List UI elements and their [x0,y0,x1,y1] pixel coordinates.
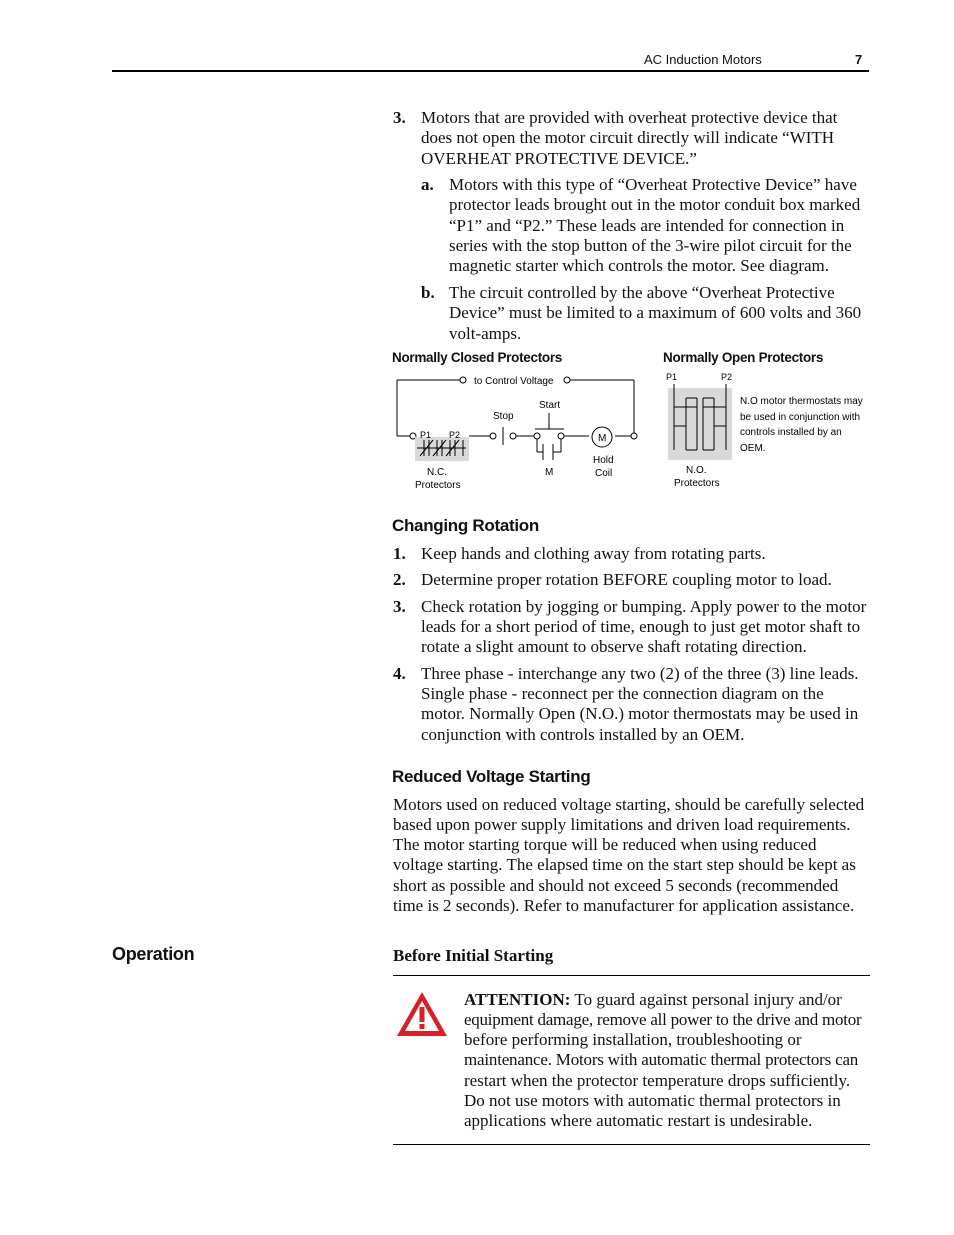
no-p1-label: P1 [666,372,678,382]
warning-icon [395,990,449,1038]
list-item-number: 1. [393,544,406,563]
no-note-line: controls installed by an [740,427,842,438]
control-voltage-label: to Control Voltage [474,376,554,387]
header-rule [112,70,869,72]
body-line: The motor starting torque will be reduced when using reduced [393,835,817,854]
attention-top-rule [393,975,870,976]
no-p2-label: P2 [721,372,733,382]
list-item-line: Determine proper rotation BEFORE coupling motor to load. [421,570,832,589]
wiring-diagram [380,365,880,500]
contact-m-label: M [545,467,554,478]
page-number: 7 [855,52,863,67]
no-note-line: OEM. [740,443,766,454]
p1-label: P1 [420,430,432,440]
attention-bottom-rule [393,1144,870,1145]
no-protectors-label: Protectors [674,478,720,489]
subitem-label: a. [421,175,434,194]
attention-line: equipment damage, remove all power to the drive and motor [464,1010,862,1029]
list-item-line: motor. Normally Open (N.O.) motor thermostats may be used in [421,704,859,723]
stop-label: Stop [493,411,514,422]
list-item-line: Check rotation by jogging or bumping. Apply power to the motor [421,597,867,616]
attention-label: ATTENTION: [464,990,571,1009]
body-line: short as possible and should not exceed 5 seconds (recommended [393,876,839,895]
item-number: 3. [393,108,406,127]
attention-line: Do not use motors with automatic thermal protectors in [464,1091,841,1110]
nc-protectors-label: Protectors [415,480,461,491]
no-protectors-shading [668,388,732,460]
body-line: time is 2 seconds). Refer to manufacturer for application assistance. [393,896,855,915]
no-protectors-label: N.O. [686,465,707,476]
hold-label: Hold [593,455,614,466]
item-text: Motors that are provided with overheat protective device that does not open the motor circuit directly will indicate “WITH OVERHEAT PROTECTIVE DEVICE.” [421,108,838,168]
section-heading: Reduced Voltage Starting [392,767,591,786]
list-item-line: Single phase - reconnect per the connection diagram on the [421,684,824,703]
list-item-number: 2. [393,570,406,589]
no-note-line: N.O motor thermostats may [740,396,863,407]
attention-line: before performing installation, troubleshooting or [464,1030,802,1049]
p2-label: P2 [449,430,461,440]
list-item-line: rotate a slight amount to observe shaft rotating direction. [421,637,807,656]
body-line: Motors used on reduced voltage starting, should be carefully selected [393,795,865,814]
attention-line: applications where automatic restart is undesirable. [464,1111,813,1130]
coil-label: Coil [595,468,613,479]
attention-text: To guard against personal injury and/or [574,990,842,1009]
attention-line: maintenance. Motors with automatic thermal protectors can [464,1050,859,1069]
coil-m-label: M [598,433,607,444]
list-item-number: 3. [393,597,406,616]
subitem-text: The circuit controlled by the above “Overheat Protective Device” must be limited to a maximum of 600 volts and 360 volt-amps. [449,283,862,343]
body-line: based upon power supply limitations and driven load requirements. [393,815,851,834]
nc-protectors-label: N.C. [427,467,447,478]
no-diagram-title: Normally Open Protectors [663,350,824,365]
list-item-line: Keep hands and clothing away from rotating parts. [421,544,766,563]
no-note-line: be used in conjunction with [740,412,861,423]
start-label: Start [539,400,561,411]
subitem-label: b. [421,283,435,302]
attention-line: restart when the protector temperature drops sufficiently. [464,1071,851,1090]
operation-heading: Operation [112,944,195,964]
section-heading: Changing Rotation [392,516,539,535]
subitem-text: Motors with this type of “Overheat Protective Device” have protector leads brought out in the motor conduit box marked “P1” and “P2.” These leads are intended for connection in series with the stop button of the 3-wire pilot circuit for the magnetic starter which controls the motor. See diagram. [449,175,861,276]
nc-diagram-title: Normally Closed Protectors [392,350,563,365]
attention-first-line [464,990,842,1010]
list-item-number: 4. [393,664,406,683]
running-header-title: AC Induction Motors [644,52,762,67]
subsection-heading: Before Initial Starting [393,946,554,965]
list-item-line: Three phase - interchange any two (2) of the three (3) line leads. [421,664,859,683]
body-line: voltage starting. The elapsed time on the start step should be kept as [393,855,856,874]
list-item-line: leads for a short period of time, enough to just get motor shaft to [421,617,861,636]
list-item-line: conjunction with controls installed by an OEM. [421,725,745,744]
